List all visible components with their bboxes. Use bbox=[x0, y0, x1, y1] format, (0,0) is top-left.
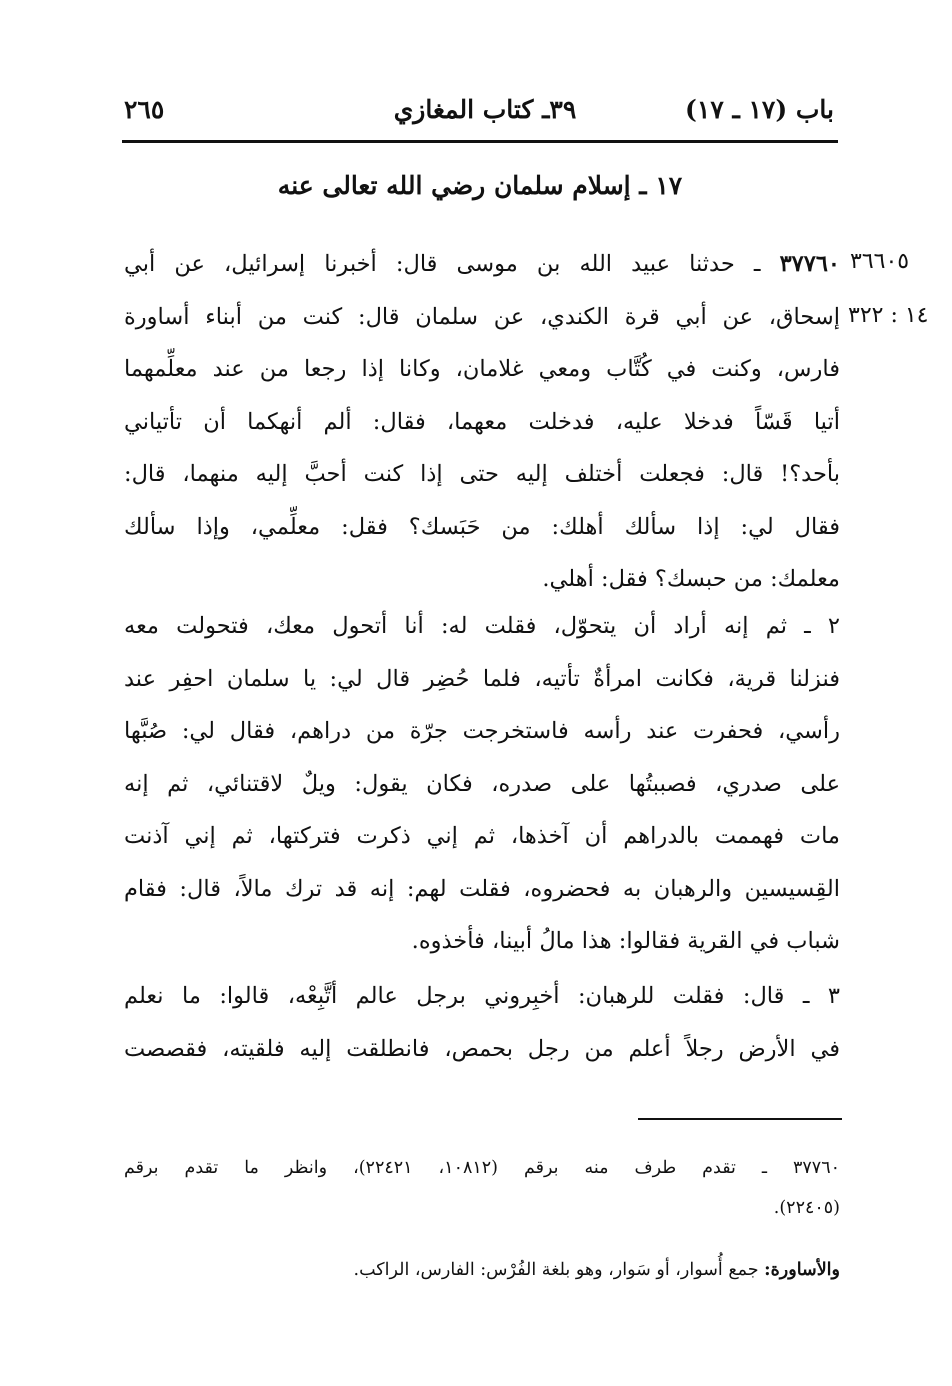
header-divider bbox=[122, 140, 838, 143]
text-line: ٢ ـ ثم إنه أراد أن يتحوّل، فقلت له: أنا أتحول معك، فتحولت معه bbox=[124, 613, 840, 639]
text-line: بأحد؟! قال: فجعلت أختلف إليه حتى إذا كنت أحبَّ إليه منهما، قال: bbox=[124, 461, 840, 487]
text-line: القِسيسين والرهبان به فحضروه، فقلت لهم: إنه قد ترك مالاً، قال: فقام bbox=[124, 875, 840, 902]
text-line: إسحاق، عن أبي قرة الكندي، عن سلمان قال: كنت من أبناء أساورة bbox=[124, 303, 840, 330]
margin-volume-page-reference: ١٤ : ٣٢٢ bbox=[848, 303, 929, 328]
glossary-term: والأساورة: bbox=[764, 1260, 840, 1280]
text-line: معلمك: من حبسك؟ فقل: أهلي. bbox=[542, 566, 840, 592]
text-line: على صدري، فصببتُها على صدره، فكان يقول: ويلٌ لاقتنائي، ثم إنه bbox=[124, 770, 840, 797]
hadith-number: ٣٧٧٦٠ bbox=[779, 251, 841, 277]
text-line: في الأرض رجلاً أعلم من رجل بحمص، فانطلقت إليه فلقيته، فقصصت bbox=[124, 1035, 840, 1062]
hadith-paragraph-1 bbox=[124, 238, 840, 606]
text-line: فنزلنا قرية، فكانت امرأةٌ تأتيه، فلما حُضِر قال لي: يا سلمان احفِر عند bbox=[124, 665, 840, 692]
text-line: أتيا قَسّاً فدخلا عليه، فدخلت معهما، فقال: ألم أنهكما أن تأتياني bbox=[124, 408, 840, 435]
section-reference: باب (١٧ ـ ١٧) bbox=[685, 95, 834, 124]
margin-reference-number: ٣٦٦٠٥ bbox=[850, 249, 910, 274]
footnotes bbox=[124, 1148, 840, 1290]
glossary-note bbox=[124, 1250, 840, 1290]
text-line: شباب في القرية فقالوا: هذا مالُ أبينا، فأخذوه. bbox=[411, 928, 840, 954]
page-number: ٢٦٥ bbox=[124, 95, 165, 124]
paragraph-3 bbox=[124, 970, 840, 1075]
text-line: فارس، وكنت في كُتَّاب ومعي غلامان، وكانا إذا رجعا من عند معلِّمهما bbox=[124, 356, 840, 382]
book-title: ٣٩ـ كتاب المغازي bbox=[393, 95, 577, 124]
text-line: ٣ ـ قال: فقلت للرهبان: أخبِروني برجل عالم أتَّبِعْه، قالوا: ما نعلم bbox=[124, 983, 840, 1009]
footnote-divider bbox=[638, 1118, 842, 1120]
footnote-gap bbox=[124, 1228, 840, 1250]
text-line: مات فهممت بالدراهم أن آخذها، ثم إني ذكرت فتركتها، ثم إني آذنت bbox=[124, 823, 840, 849]
text-line: فقال لي: إذا سألك أهلك: من حَبَسك؟ فقل: معلِّمي، وإذا سألك bbox=[124, 513, 840, 540]
footnote-line: ٣٧٧٦٠ ـ تقدم طرف منه برقم (١٠٨١٢، ٢٢٤٢١)، وانظر ما تقدم برقم bbox=[124, 1158, 840, 1178]
paragraph-2 bbox=[124, 600, 840, 968]
chapter-title: ١٧ ـ إسلام سلمان رضي الله تعالى عنه bbox=[277, 171, 683, 200]
text-line-content: ـ حدثنا عبيد الله بن موسى قال: أخبرنا إسرائيل، عن أبي bbox=[124, 251, 761, 277]
text-line: رأسي، فحفرت عند رأسه فاستخرجت جرّة من دراهم، فقال لي: صُبَّها bbox=[124, 718, 840, 744]
glossary-definition: جمع أُسوار، أو سَوار، وهو بلغة الفُرْس: الفارس، الراكب. bbox=[353, 1260, 759, 1280]
footnote-line: (٢٢٤٠٥). bbox=[773, 1198, 840, 1218]
text-line bbox=[124, 238, 840, 291]
